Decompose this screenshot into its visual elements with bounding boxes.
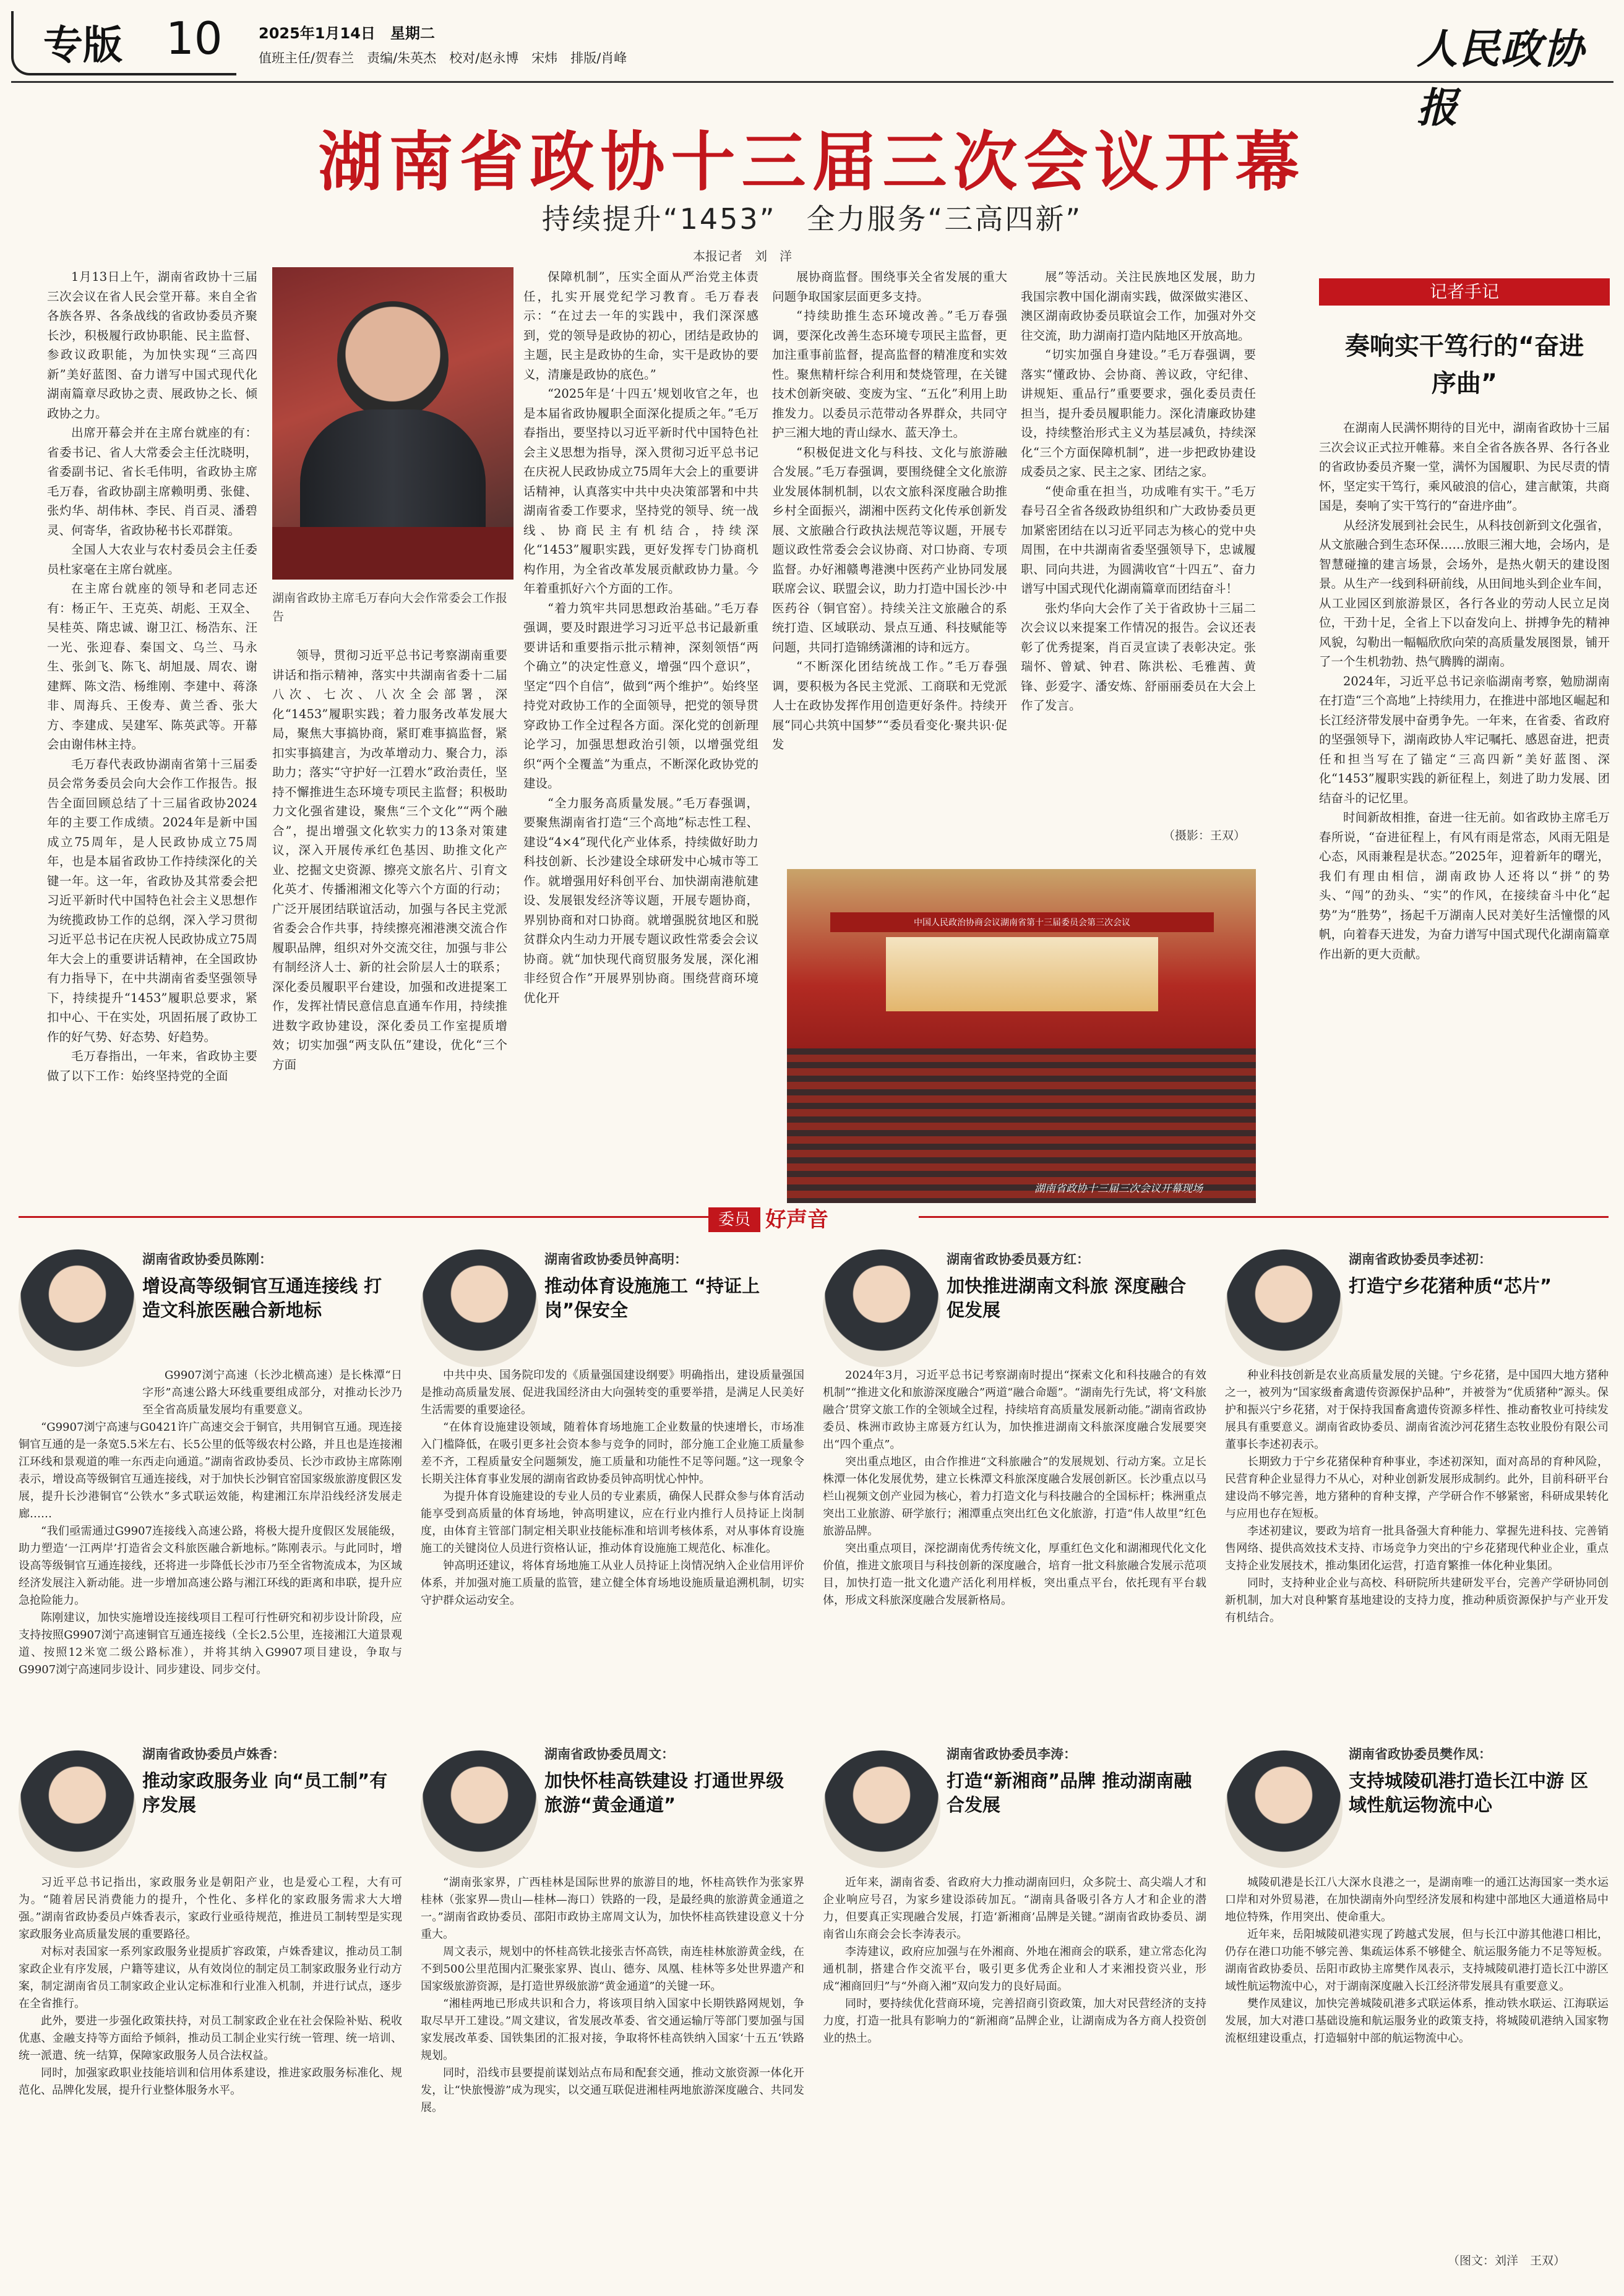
paragraph: 陈刚建议，加快实施增设连接线项目工程可行性研究和初步设计阶段，应支持按照G9907浏宁高速铜官互通连接线（全长2.5公里，连接湘江大道景观道、按照12米宽二级公路标准），并将其纳入G9907项目建设，争取与G9907浏宁高速同步设计、同步建设、同步交付。 (19, 1611, 402, 1676)
section-label-left: 委员 (708, 1207, 760, 1232)
member-portrait (1225, 1750, 1343, 1868)
member-name: 湖南省政协委员樊作凤： (1349, 1747, 1492, 1762)
commentary-box (1319, 278, 1610, 1188)
paragraph: 樊作凤建议，加快完善城陵矶港多式联运体系，推动铁水联运、江海联运发展，加大对港口基础设施和航运服务业的政策支持，将城陵矶港纳入国家物流枢纽建设重点，打造辐射中部的航运物流中心。 (1225, 1997, 1609, 2045)
member-text (1225, 1874, 1609, 2245)
article-col-2 (272, 646, 507, 1202)
paragraph: 长期致力于宁乡花猪保种育种事业，李述初深知，面对高昂的育种风险，民营育种企业显得力不从心，对种业创新发展形成制约。此外，目前科研平台建设尚不够完善，地方猪种的育种支撑，产学研合作不够紧密，科研成果转化与应用也存在短板。 (1225, 1455, 1609, 1520)
hall-stage (886, 937, 1158, 1011)
article-col-5 (1021, 267, 1256, 818)
paragraph: “我们亟需通过G9907连接线入高速公路，将极大提升度假区发展能级，助力塑造‘一江两岸’打造省会文科旅医融合新地标。”陈刚表示。与此同时，增设高等级铜官互通连接线，还将进一步降低长沙市乃至全省物流成本，为区域经济发展注入新动能。进一步增加高速公路与湘江环线的距离和串联，提升应急抢险能力。 (19, 1525, 402, 1607)
paragraph: 同时，支持种业企业与高校、科研院所共建研发平台，完善产学研协同创新机制，加大对良种繁育基地建设的支持力度，推动种质资源保护与产业开发有机结合。 (1225, 1577, 1609, 1624)
member-portrait (19, 1750, 136, 1868)
paragraph: 2024年3月，习近平总书记考察湖南时提出“探索文化和科技融合的有效机制”“推进文化和旅游深度融合”两道“融合命题”。“湖南先行先试，将‘文科旅融合’贯穿文旅工作的全领域全过程，持续培育高质量发展新动能。”湖南省政协委员、株洲市政协主席聂方红认为，加快推进湖南文科旅深度融合发展要突出“四个重点”。 (823, 1369, 1206, 1451)
paragraph: 此外，要进一步强化政策扶持，对员工制家政企业在社会保险补贴、税收优惠、金融支持等方面给予倾斜，推动员工制企业实行统一管理、统一培训、统一派遣、统一结算，保障家政服务人员合法权益。 (19, 2015, 402, 2062)
paragraph: G9907浏宁高速（长沙北横高速）是长株潭“日字形”高速公路大环线重要组成部分，对推动长沙乃至全省高质量发展均有重要意义。 (142, 1369, 402, 1416)
hall-caption: 湖南省政协十三届三次会议开幕现场 (1034, 1183, 1203, 1195)
member-portrait (421, 1750, 538, 1868)
commentary-tag: 记者手记 (1319, 278, 1610, 306)
photo-credit: （摄影：王双） (1163, 829, 1246, 842)
member-card (1225, 1732, 1609, 2276)
member-portrait (1225, 1249, 1343, 1367)
paragraph: 中共中央、国务院印发的《质量强国建设纲要》明确指出，建设质量强国是推动高质量发展、促进我国经济由大向强转变的重要举措，是满足人民美好生活需要的重要途径。 (421, 1369, 804, 1416)
member-card (421, 1243, 804, 1720)
paragraph: 城陵矶港是长江八大深水良港之一，是湖南唯一的通江达海国家一类水运口岸和对外贸易港，在加快湖南外向型经济发展和构建中部地区大通道格局中地位特殊，作用突出、使命重大。 (1225, 1876, 1609, 1924)
member-title: 支持城陵矶港打造长江中游 区域性航运物流中心 (1349, 1770, 1589, 1815)
member-name: 湖南省政协委员卢姝香： (142, 1747, 285, 1762)
member-text (19, 1874, 402, 2270)
member-card (823, 1732, 1206, 2276)
member-name: 湖南省政协委员李涛： (947, 1747, 1076, 1762)
paragraph: 钟高明还建议，将体育场地施工从业人员持证上岗情况纳入企业信用评价体系，并加强对施工质量的监管，建立健全体育场地设施质量追溯机制，切实守护群众运动安全。 (421, 1559, 804, 1607)
member-card (823, 1243, 1206, 1720)
paragraph: “着力筑牢共同思想政治基础。”毛万春强调，要及时跟进学习习近平总书记最新重要讲话和重要指示批示精神，深刻领悟“两个确立”的决定性意义，增强“四个意识”，坚定“四个自信”，做到“两个维护”。始终坚持党对政协工作的全面领导，把党的领导贯穿政协工作全过程各方面。深化党的创新理论学习，加强思想政治引领，以增强党组织“两个全覆盖”为重点，不断深化政协党的建设。 (523, 601, 758, 790)
member-text (19, 1367, 402, 1720)
member-name: 湖南省政协委员陈刚： (142, 1252, 272, 1267)
member-name: 湖南省政协委员聂方红： (947, 1252, 1089, 1267)
paragraph: “在体育设施建设领域，随着体育场地施工企业数量的快速增长，市场准入门槛降低，在吸引更多社会资本参与竞争的同时，部分施工企业施工质量参差不齐，工程质量安全问题频发，施工质量和功能性不足等问题。”这一现象令长期关注体育事业发展的湖南省政协委员钟高明忧心忡忡。 (421, 1421, 804, 1486)
paragraph: 展协商监督。围绕事关全省发展的重大问题争取国家层面更多支持。 (772, 270, 1007, 304)
paragraph: 周文表示，规划中的怀桂高铁北接张吉怀高铁，南连桂林旅游黄金线，在不到500公里范围内汇聚张家界、崀山、德夯、凤凰、桂林等多处世界遗产和国家级旅游资源，是打造世界级旅游“黄金通道”的关键一环。 (421, 1945, 804, 1993)
paragraph: 全国人大农业与农村委员会主任委员杜家毫在主席台就座。 (47, 542, 257, 576)
paragraph: 习近平总书记指出，家政服务业是朝阳产业，也是爱心工程，大有可为。“随着居民消费能力的提升，个性化、多样化的家政服务需求大大增强。”湖南省政协委员卢姝香表示，家政行业亟待规范，推进员工制转型是实现家政服务业高质量发展的重要路径。 (19, 1876, 402, 1941)
byline: 本报记者 刘 洋 (693, 249, 792, 263)
commentary-title: 奏响实干笃行的“奋进序曲” (1344, 332, 1584, 398)
paragraph: 从经济发展到社会民生，从科技创新到文化强省，从文旅融合到生态环保……放眼三湘大地，会场内，是智慧碰撞的建言场景，会场外，是热火朝天的建设图景。从生产一线到科研前线，从田间地头到企业车间，从工业园区到旅游景区，各行各业的劳动人民立足岗位，干劲十足，全省上下以奋发向上、拼搏争先的精神风貌，勾勒出一幅幅欣欣向荣的高质量发展图景，铺开了一个生机勃勃、热气腾腾的湖南。 (1319, 518, 1610, 669)
speaker-figure (337, 301, 449, 419)
member-text (421, 1874, 804, 2270)
member-title: 加快推进湖南文科旅 深度融合促发展 (947, 1275, 1187, 1321)
hall-banner: 中国人民政治协商会议湖南省第十三届委员会第三次会议 (830, 912, 1214, 932)
masthead (0, 0, 1624, 132)
paragraph: 出席开幕会并在主席台就座的有：省委书记、省人大常委会主任沈晓明，省委副书记、省长毛伟明，省政协主席毛万春，省政协副主席赖明勇、张健、张灼华、胡伟林、李民、肖百灵、潘碧灵、何寄华，省政协秘书长邓群策。 (47, 426, 257, 538)
edition-label: 专版 (43, 23, 122, 69)
member-title: 推动体育设施施工 “持证上岗”保安全 (544, 1275, 760, 1321)
paragraph: 同时，加强家政职业技能培训和信用体系建设，推进家政服务标准化、规范化、品牌化发展，提升行业整体服务水平。 (19, 2067, 402, 2097)
paragraph: 同时，要持续优化营商环境，完善招商引资政策，加大对民营经济的支持力度，打造一批具有影响力的“新湘商”品牌企业，让湖南成为各方商人投资创业的热土。 (823, 1997, 1206, 2045)
paragraph: “2025年是‘十四五’规划收官之年，也是本届省政协履职全面深化提质之年。”毛万春指出，要坚持以习近平新时代中国特色社会主义思想为指导，深入贯彻习近平总书记在庆祝人民政协成立75周年大会上的重要讲话精神，认真落实中共中央决策部署和中共湖南省委工作要求，坚持党的领导、统一战线、协商民主有机结合，持续深化“1453”履职实践，更好发挥专门协商机构作用，为全省改革发展贡献政协力量。今年着重抓好六个方面的工作。 (523, 387, 758, 596)
article-col-4 (772, 267, 1007, 849)
masthead-rule (11, 81, 1613, 83)
paragraph: 近年来，岳阳城陵矶港实现了跨越式发展，但与长江中游其他港口相比，仍存在港口功能不够完善、集疏运体系不够健全、航运服务能力不足等短板。湖南省政协委员、岳阳市政协主席樊作凤表示，支持城陵矶港打造长江中游区域性航运物流中心，对于湖南深度融入长江经济带发展具有重要意义。 (1225, 1928, 1609, 1993)
member-portrait (421, 1249, 538, 1367)
article-col-3 (523, 267, 758, 1202)
commentary-body (1319, 418, 1610, 1185)
paragraph: 毛万春代表政协湖南省第十三届委员会常务委员会向大会作工作报告。报告全面回顾总结了十三届省政协2024年的主要工作成绩。2024年是新中国成立75周年，是人民政协成立75周年，也是本届省政协工作持续深化的关键一年。这一年，省政协及其常委会把习近平新时代中国特色社会主义思想作为统揽政协工作的总纲，深入学习贯彻习近平总书记在庆祝人民政协成立75周年大会上的重要讲话精神，在全国政协有力指导下，在中共湖南省委坚强领导下，持续提升“1453”履职总要求，紧扣中心、干在实处，巩固拓展了政协工作的好气势、好态势、好趋势。 (47, 756, 257, 1044)
paragraph: “持续助推生态环境改善。”毛万春强调，要深化改善生态环境专项民主监督，更加注重事前监督，提高监督的精准度和实效性。聚焦精杆综合利用和焚烧管理，在关键技术创新突破、变废为宝、“五化”利用上助推发力。以委员示范带动各界群众，共同守护三湘大地的青山绿水、蓝天净土。 (772, 309, 1007, 440)
paragraph: 近年来，湖南省委、省政府大力推动湖南回归，众多院士、高尖端人才和企业响应号召，为家乡建设添砖加瓦。“湖南具备吸引各方人才和企业的潜力，但要真正实现融合发展，打造‘新湘商’品牌是关键。”湖南省政协委员、湖南省山东商会会长李涛表示。 (823, 1876, 1206, 1941)
member-text (823, 1874, 1206, 2270)
paragraph: 展”等活动。关注民族地区发展，助力我国宗教中国化湖南实践，做深做实港区、澳区湖南政协委员联谊会工作，加强对外交往交流，助力湖南打造内陆地区开放高地。 (1021, 270, 1256, 343)
paragraph: 毛万春指出，一年来，省政协主要做了以下工作：始终坚持党的全面 (47, 1049, 257, 1083)
paragraph: 保障机制”，压实全面从严治党主体责任，扎实开展党纪学习教育。毛万春表示：“在过去一年的实践中，我们深深感到，党的领导是政协的初心，团结是政协的主题，民主是政协的生命，实干是政协的要义，清廉是政协的底色。” (523, 270, 758, 382)
paragraph: “湖南张家界，广西桂林是国际世界的旅游目的地，怀桂高铁作为张家界桂林（张家界—贵山—桂林—海口）铁路的一段，是最经典的旅游黄金通道之一。”湖南省政协委员、邵阳市政协主席周文认为，加快怀桂高铁建设意义十分重大。 (421, 1876, 804, 1941)
paragraph: “使命重在担当，功成唯有实干。”毛万春号召全省各级政协组织和广大政协委员更加紧密团结在以习近平同志为核心的党中央周围，在中共湖南省委坚强领导下，忠诚履职、同向共进，为圆满收官“十四五”、奋力谱写中国式现代化湖南篇章而团结奋斗！ (1021, 484, 1256, 596)
member-card (19, 1732, 402, 2276)
member-title: 加快怀桂高铁建设 打通世界级旅游“黄金通道” (544, 1770, 784, 1815)
member-title: 打造宁乡花猪种质“芯片” (1349, 1275, 1552, 1296)
member-card (19, 1243, 402, 1720)
paragraph: “湘桂两地已形成共识和合力，将该项目纳入国家中长期铁路网规划，争取尽早开工建设。”周文建议，省发展改革委、省交通运输厅等部门要加强与国家发展改革委、国铁集团的汇报对接，争取将怀桂高铁纳入国家‘十五五’铁路规划。 (421, 1997, 804, 2062)
paragraph: 种业科技创新是农业高质量发展的关键。宁乡花猪，是中国四大地方猪种之一，被列为“国家级畜禽遗传资源保护品种”，并被誉为“优质猪种”源头。保护和振兴宁乡花猪，对于保持我国畜禽遗传资源多样性、推动畜牧业可持续发展具有重要意义。湖南省政协委员、湖南省流沙河花猪生态牧业股份有限公司董事长李述初表示。 (1225, 1369, 1609, 1451)
member-credit: （图文：刘洋 王双） (1448, 2254, 1566, 2268)
paragraph: 李涛建议，政府应加强与在外湘商、外地在湘商会的联系，建立常态化沟通机制，搭建合作交流平台，吸引更多优秀企业和人才来湘投资兴业，形成“湘商回归”与“外商入湘”双向发力的良好局面。 (823, 1945, 1206, 1993)
member-title: 打造“新湘商”品牌 推动湖南融合发展 (947, 1770, 1192, 1815)
paragraph: 同时，沿线市县要提前谋划站点布局和配套交通，推动文旅资源一体化开发，让“快旅慢游”成为现实，以交通互联促进湘桂两地旅游深度融合、共同发展。 (421, 2067, 804, 2114)
member-title: 推动家政服务业 向“员工制”有序发展 (142, 1770, 388, 1815)
paragraph: 在主席台就座的领导和老同志还有：杨正午、王克英、胡彪、王双全、吴桂英、隋忠诚、谢卫江、杨浩东、汪一光、张迎春、秦国文、乌兰、马永生、张剑飞、陈飞、胡旭晟、周农、谢建辉、陈文浩、杨维刚、李建中、蒋涤非、周海兵、王俊寿、黄兰香、张大方、李建成、吴建军、陈英武等。开幕会由谢伟林主持。 (47, 581, 257, 752)
paragraph: “不断深化团结统战工作。”毛万春强调，要积极为各民主党派、工商联和无党派人士在政协发挥作用创造更好条件。持续开展“同心共筑中国梦”“委员看变化·聚共识·促发 (772, 659, 1007, 752)
member-text (1225, 1367, 1609, 1720)
paper-name: 人民政协报 (1417, 25, 1585, 132)
paragraph: 突出重点项目，深挖湖南优秀传统文化，厚重红色文化和湖湘现代化文化价值，推进文旅项目与科技创新的深度融合，培育一批文科旅融合发展示范项目，加快打造一批文化遗产活化利用样板，突出重点平台，依托现有平台载体，形成文科旅深度融合发展新格局。 (823, 1542, 1206, 1607)
photo-caption: 湖南省政协主席毛万春向大会作常委会工作报告 (272, 591, 508, 623)
member-title: 增设高等级铜官互通连接线 打造文科旅医融合新地标 (142, 1275, 382, 1321)
paragraph: “G9907浏宁高速与G0421许广高速交会于铜官，共用铜官互通。现连接铜官互通的是一条宽5.5米左右、长5公里的低等级农村公路，并且也是连接湘江环线和景观道的唯一东西走向通道。”湖南省政协委员、长沙市政协主席陈刚表示，增设高等级铜官互通连接线，对于加快长沙铜官窑国家级旅游度假区发展，提升长沙港铜官“公铁水”多式联运效能，构建湘江东岸沿线经济发展走廊…… (19, 1421, 402, 1520)
member-name: 湖南省政协委员周文： (544, 1747, 674, 1762)
paragraph: “积极促进文化与科技、文化与旅游融合发展。”毛万春强调，要围绕健全文化旅游业发展体制机制，以农文旅科深度融合助推乡村全面振兴，湖湘中医药文化传承创新发展、文旅融合行政执法规范等议题，开展专题议政性常委会会议协商、对口协商、专项监督。办好湘赣粤港澳中医药产业协同发展联席会议、联盟会议，助力打造中国长沙·中医药谷（铜官窑）。持续关注文旅融合的系统打造、区域联动、景点互通、科技赋能等问题，共同打造锦绣潇湘的诗和远方。 (772, 445, 1007, 654)
paragraph: “切实加强自身建设。”毛万春强调，要落实“懂政协、会协商、善议政，守纪律、讲规矩、重品行”重要要求，强化委员责任担当，提升委员履职能力。深化清廉政协建设，持续整治形式主义为基层减负，持续深化“三个方面保障机制”，进一步把政协建设成委员之家、民主之家、团结之家。 (1021, 348, 1256, 479)
paragraph: 张灼华向大会作了关于省政协十三届二次会议以来提案工作情况的报告。会议还表彰了优秀提案，肖百灵宣读了表彰决定。张瑞怀、曾斌、钟君、陈洪松、毛雅茜、黄锋、彭爱字、潘安炼、舒丽丽委员在大会上作了发言。 (1021, 601, 1256, 713)
member-name: 湖南省政协委员钟高明： (544, 1252, 687, 1267)
paragraph: “全力服务高质量发展。”毛万春强调，要聚焦湖南省打造“三个高地”标志性工程、建设“4×4”现代化产业体系，持续做好助力科技创新、长沙建设全球研发中心城市等工作。就增强用好科创平台、加快湖南港航建设、发展银发经济等议题，开展专题协商，界别协商和对口协商。就增强脱贫地区和脱贫群众内生动力开展专题议政性常委会会议协商。就“加快现代商贸服务发展，深化湘非经贸合作”开展界别协商。围绕营商环境优化开 (523, 795, 758, 1005)
section-label-right: 好声音 (765, 1207, 828, 1232)
paragraph: 为提升体育设施建设的专业人员的专业素质，确保人民群众参与体育活动能享受到高质量的体育场地，钟高明建议，应在行业内推行人员持证上岗制度，由体育主管部门制定相关职业技能标准和培训考核体系，对从事体育设施施工的关键岗位人员进行资格认证，推动体育设施施工规范化、标准化。 (421, 1490, 804, 1555)
conference-hall-photo (787, 869, 1256, 1203)
issue-date: 2025年1月14日 星期二 (259, 25, 435, 42)
paragraph: 突出重点地区，由合作推进“文科旅融合”的发展规划、行动方案。立足长株潭一体化发展优势，建立长株潭文科旅深度融合发展创新区。长沙重点以马栏山视频文创产业园为核心，着力打造文化与科技融合的全国标杆；株洲重点突出工业旅游、研学旅行；湘潭重点突出红色文化旅游，打造“伟人故里”红色旅游品牌。 (823, 1455, 1206, 1538)
section-header (708, 1206, 919, 1233)
article-col-1 (47, 267, 257, 1202)
paragraph: 领导，贯彻习近平总书记考察湖南重要讲话和指示精神，落实中共湖南省委十二届八次、七次、八次全会部署，深化“1453”履职实践；着力服务改革发展大局，聚焦大事搞协商，紧盯难事搞监督，紧扣实事搞建言，为改革增动力、聚合力，添助力；落实“守护好一江碧水”政治责任，坚持不懈推进生态环境专项民主监督；积极助力文化强省建设，聚焦“三个文化”“两个融合”，提出增强文化软实力的13条对策建议，深入开展传承红色基因、助推文化产业、挖掘文史资源、擦亮文旅名片、引育文化英才、传播湘湘文化等六个方面的行动；广泛开展团结联谊活动，加强与各民主党派省委会合作共事，持续擦亮湘港澳交流合作履职品牌，组织对外交流交往，加强与非公有制经济人士、新的社会阶层人士的联系；深化委员履职平台建设，加强和改进提案工作，发挥社情民意信息直通车作用，持续推进数字政协建设，深化委员工作室提质增效；切实加强“两支队伍”建设，优化“三个方面 (272, 648, 507, 1072)
member-card (1225, 1243, 1609, 1720)
member-name: 湖南省政协委员李述初： (1349, 1252, 1492, 1267)
page-number: 10 (166, 12, 223, 64)
podium (272, 527, 513, 580)
subtitle: 持续提升“1453” 全力服务“三高四新” (541, 202, 1083, 236)
speaker-photo (272, 267, 513, 580)
member-card (421, 1732, 804, 2276)
paragraph: 1月13日上午，湖南省政协十三届三次会议在省人民会堂开幕。来自全省各族各界、各条战线的省政协委员齐聚长沙，积极履行政协职能、民主监督、参政议政职能，为加快实现“三高四新”美好蓝图、奋力谱写中国式现代化湖南篇章尽政协之责、展政协之长、倾政协之力。 (47, 270, 257, 421)
paragraph: 2024年，习近平总书记亲临湖南考察，勉励湖南在打造“三个高地”上持续用力，在推进中部地区崛起和长江经济带发展中奋勇争先。一年来，在省委、省政府的坚强领导下，湖南政协人牢记嘱托、感恩奋进，把责任和担当写在了锚定“三高四新”美好蓝图、深化“1453”履职实践的新征程上，刻进了助力发展、团结奋斗的记忆里。 (1319, 674, 1610, 805)
paragraph: 在湖南人民满怀期待的目光中，湖南省政协十三届三次会议正式拉开帷幕。来自全省各族各界、各行各业的省政协委员齐聚一堂，满怀为国履职、为民尽责的情怀，坚定实干笃行，乘风破浪的信心，建言献策，共商国是，奏响了实干笃行的“奋进序曲”。 (1319, 421, 1610, 513)
member-portrait (823, 1249, 940, 1367)
page-title: 湖南省政协十三届三次会议开幕 (318, 124, 1306, 200)
paragraph: 对标对表国家一系列家政服务业提质扩容政策，卢姝香建议，推动员工制家政企业有序发展，户籍等建议，从有效岗位的制定员工制家政服务业行动方案，制定湖南省员工制家政企业认定标准和行业准入机制，并进行试点，逐步在全省推行。 (19, 1945, 402, 2010)
member-portrait (823, 1750, 940, 1868)
staff-line: 值班主任/贺春兰 责编/朱英杰 校对/赵永博 宋炜 排版/肖峰 (259, 51, 627, 66)
member-text (421, 1367, 804, 1720)
member-portrait (19, 1249, 136, 1367)
paragraph: 李述初建议，要政为培育一批具备强大育种能力、掌握先进科技、完善销售网络、提供高效技术支持、市场竞争力突出的宁乡花猪现代种业企业，重点支持企业发展技术，推动集团化运营，打造育繁推一体化种业集团。 (1225, 1525, 1609, 1572)
paragraph: 时间新故相推，奋进一往无前。如省政协主席毛万春所说，“奋进征程上，有风有雨是常态，风雨无阻是心态，风雨兼程是状态。”2025年，迎着新年的曙光，我们有理由相信，湖南政协人还将以“拼”的势头、“闯”的劲头、“实”的作风，在接续奋斗中化“起势”为“胜势”，扬起千万湖南人民对美好生活憧憬的风帆，向着春天进发，为奋力谱写中国式现代化湖南篇章作出新的更大贡献。 (1319, 810, 1610, 961)
member-text (823, 1367, 1206, 1720)
